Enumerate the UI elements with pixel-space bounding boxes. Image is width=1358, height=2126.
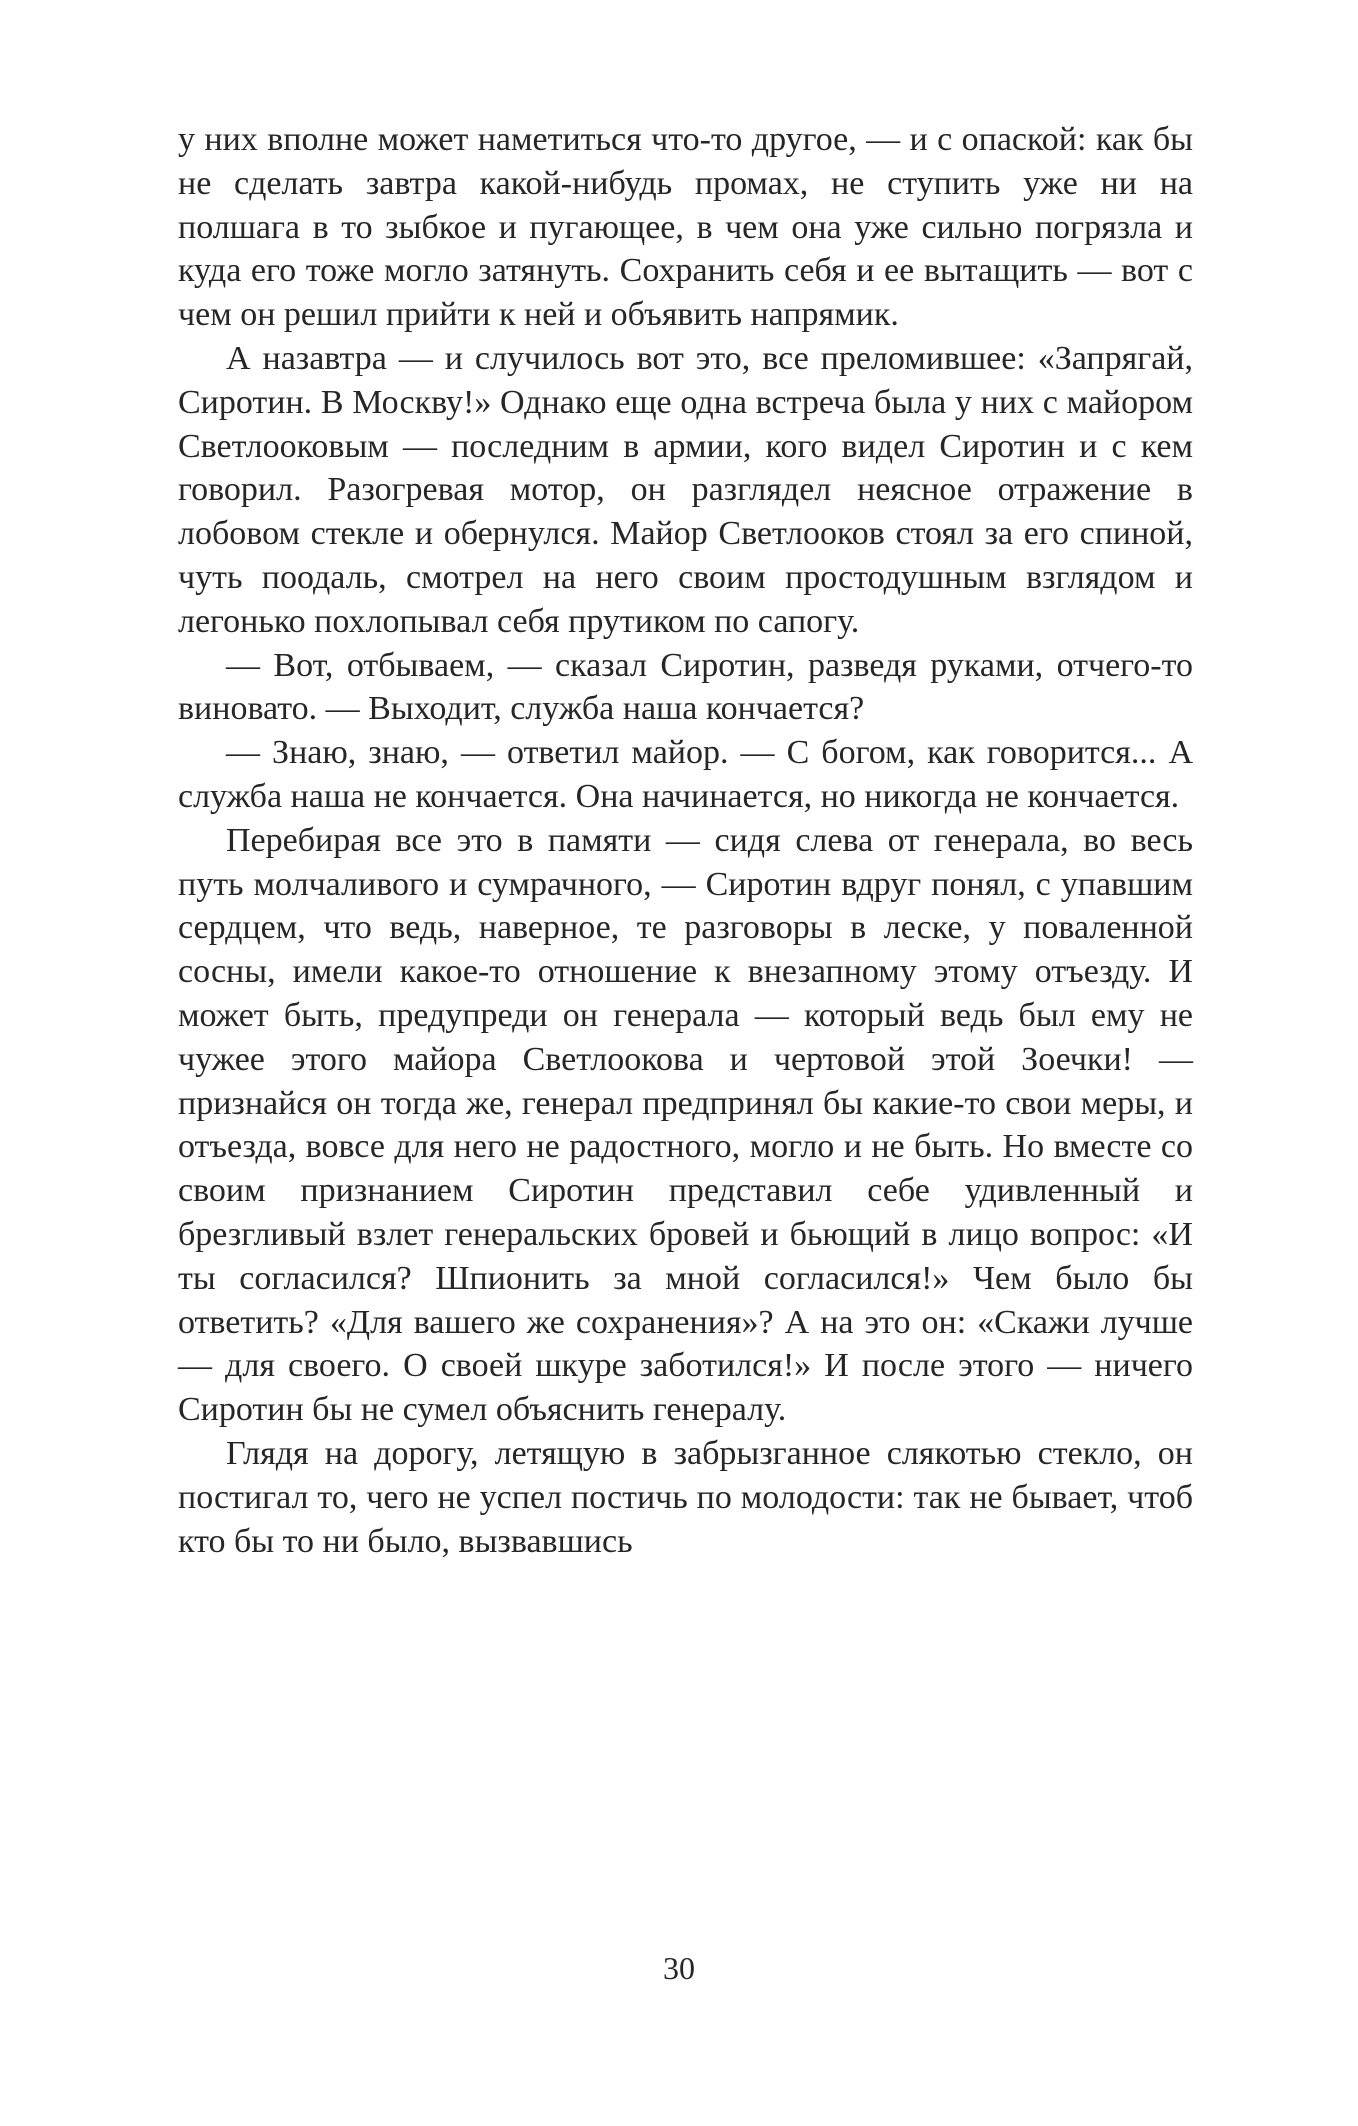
paragraph-departure-order: А назавтра — и случилось вот это, все преломившее: «Запрягай, Сиротин. В Москву!» Однако еще одна встреча была у них с майором Светлооковым — последним в армии, кого видел Сиротин и с кем говорил. Разогревая мотор, он разглядел неясное отражение в лобовом стекле и обернулся. Майор Светлооков стоял за его спиной, чуть поодаль, смотрел на него своим простодушным взглядом и легонько похлопывал себя прутиком по сапогу. [178,339,1193,640]
paragraph-road: Глядя на дорогу, летящую в забрызганное слякотью стекло, он постигал то, чего не успел постичь по молодости: так не бывает, чтоб кто бы то ни было, вызвавшись [178,1434,1193,1560]
dialogue-sirotin: — Вот, отбываем, — сказал Сиротин, разведя руками, отчего-то виновато. — Выходит, служба наша кончается? [178,646,1193,728]
dialogue-major: — Знаю, знаю, — ответил майор. — С богом, как говорится... А служба наша не кончается. Она начинается, но никогда не кончается. [178,734,1193,815]
paragraph-reflection: Перебирая все это в памяти — сидя слева от генерала, во весь путь молчаливого и сумрачного, — Сиротин вдруг понял, с упавшим сердцем, что ведь, наверное, те разговоры в леске, у поваленной сосны, имели какое-то отношение к внезапному этому отъезду. И может быть, предупреди он генерала — который ведь был ему не чужее этого майора Светлоокова и чертовой этой Зоечки! — признайся он тогда же, генерал предпринял бы какие-то свои меры, и отъезда, вовсе для него не радостного, могло и не быть. Но вместе со своим признанием Сиротин представил себе удивленный и брезгливый взлет генеральских бровей и бьющий в лицо вопрос: «И ты согласился? Шпионить за мной согласился!» Чем было бы ответить? «Для вашего же сохранения»? А на это он: «Скажи лучше — для своего. О своей шкуре заботился!» И после этого — ничего Сиротин бы не сумел объяснить генералу. [178,821,1193,1429]
paragraph-continuation: у них вполне может наметиться что-то другое, — и с опаской: как бы не сделать завтра какой-нибудь промах, не ступить уже ни на полшага в то зыбкое и пугающее, в чем она уже сильно погрязла и куда его тоже могло затянуть. Сохранить себя и ее вытащить — вот с чем он решил прийти к ней и объявить напрямик. [178,121,1193,334]
body-text [178,118,1193,1563]
page-number: 30 [663,1950,695,1986]
